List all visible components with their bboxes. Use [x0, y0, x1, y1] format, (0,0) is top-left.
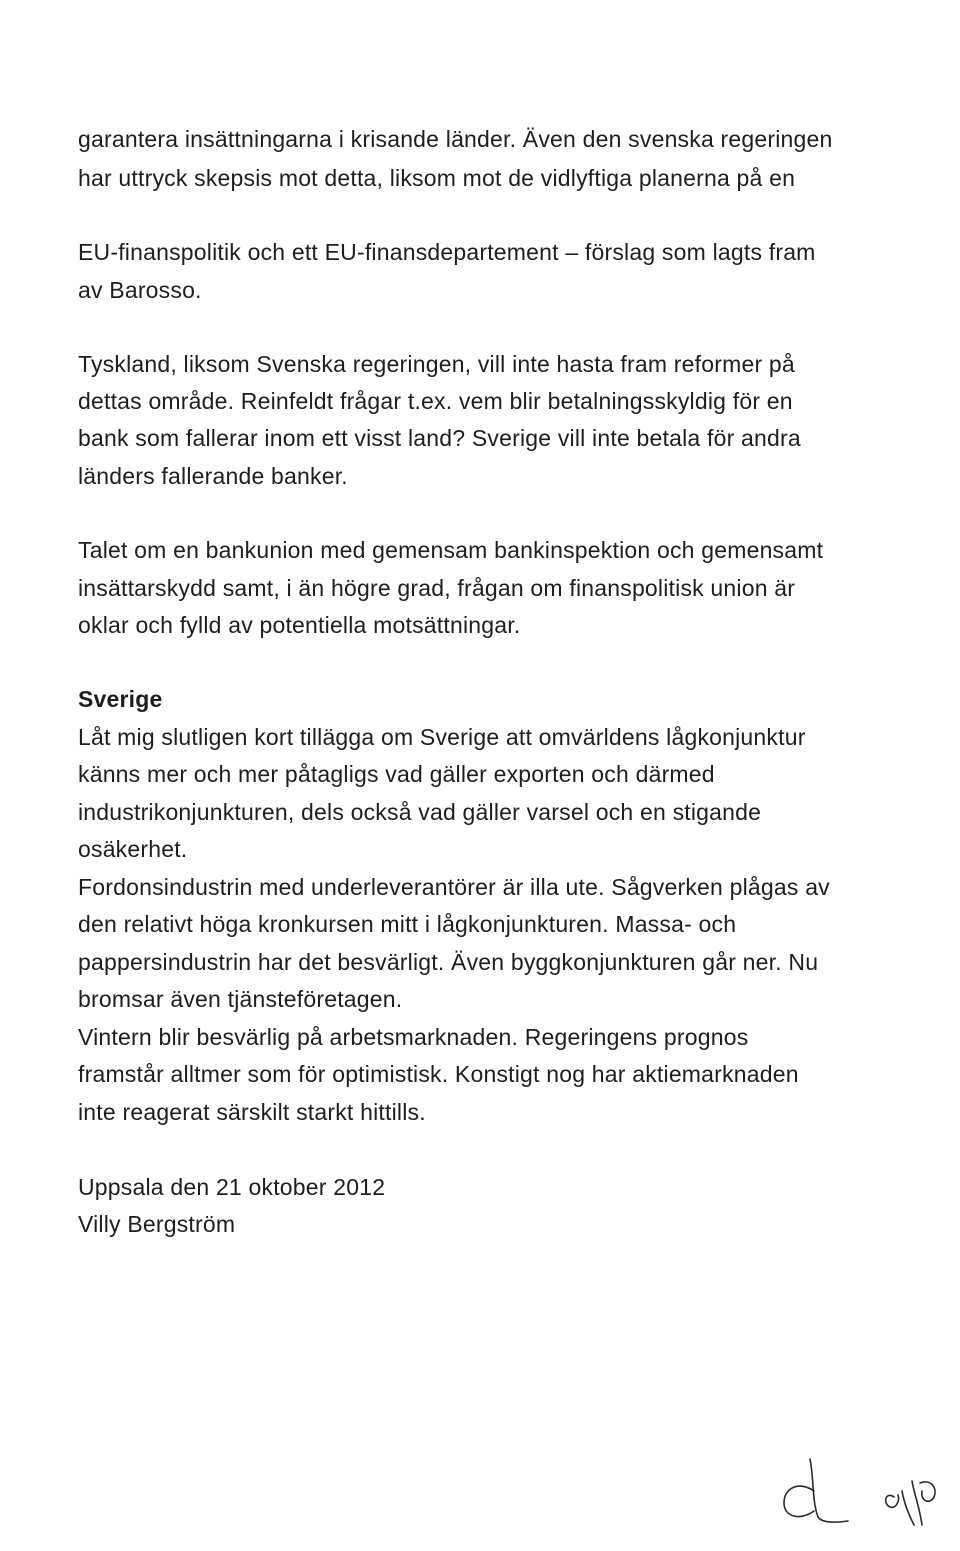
paragraph-line: industrikonjunkturen, dels också vad gäller varsel och en stigande: [78, 799, 762, 825]
paragraph-line: dettas område. Reinfeldt frågar t.ex. vem blir betalningsskyldig för en: [78, 388, 793, 414]
author-name: Villy Bergström: [78, 1211, 236, 1237]
paragraph-line: Låt mig slutligen kort tillägga om Sverige att omvärldens lågkonjunktur: [78, 724, 806, 750]
paragraph-line: av Barosso.: [78, 277, 202, 303]
paragraph-line: känns mer och mer påtagligs vad gäller exporten och därmed: [78, 761, 715, 787]
paragraph-line: länders fallerande banker.: [78, 463, 348, 489]
paragraph-line: bank som fallerar inom ett visst land? Sverige vill inte betala för andra: [78, 425, 801, 451]
paragraph-line: EU-finanspolitik och ett EU-finansdepartement – förslag som lagts fram: [78, 239, 816, 265]
paragraph-line: Fordonsindustrin med underleverantörer är illa ute. Sågverken plågas av: [78, 874, 830, 900]
paragraph-line: oklar och fylld av potentiella motsättningar.: [78, 612, 521, 638]
handwritten-initials-icon: [764, 1451, 954, 1531]
paragraph-line: garantera insättningarna i krisande länder. Även den svenska regeringen: [78, 126, 833, 152]
paragraph-line: bromsar även tjänsteföretagen.: [78, 986, 403, 1012]
paragraph-line: Vintern blir besvärlig på arbetsmarknaden. Regeringens prognos: [78, 1024, 749, 1050]
paragraph-line: insättarskydd samt, i än högre grad, frågan om finanspolitisk union är: [78, 575, 796, 601]
section-heading: Sverige: [78, 686, 163, 712]
paragraph-line: Talet om en bankunion med gemensam bankinspektion och gemensamt: [78, 537, 824, 563]
paragraph-line: inte reagerat särskilt starkt hittills.: [78, 1099, 426, 1125]
paragraph-line: framstår alltmer som för optimistisk. Konstigt nog har aktiemarknaden: [78, 1061, 799, 1087]
paragraph-line: Tyskland, liksom Svenska regeringen, vill inte hasta fram reformer på: [78, 351, 795, 377]
paragraph-line: osäkerhet.: [78, 836, 188, 862]
paragraph-line: pappersindustrin har det besvärligt. Även byggkonjunkturen går ner. Nu: [78, 949, 819, 975]
paragraph-line: har uttryck skepsis mot detta, liksom mot de vidlyftiga planerna på en: [78, 165, 796, 191]
place-date-line: Uppsala den 21 oktober 2012: [78, 1174, 386, 1200]
paragraph-line: den relativt höga kronkursen mitt i lågkonjunkturen. Massa- och: [78, 911, 737, 937]
